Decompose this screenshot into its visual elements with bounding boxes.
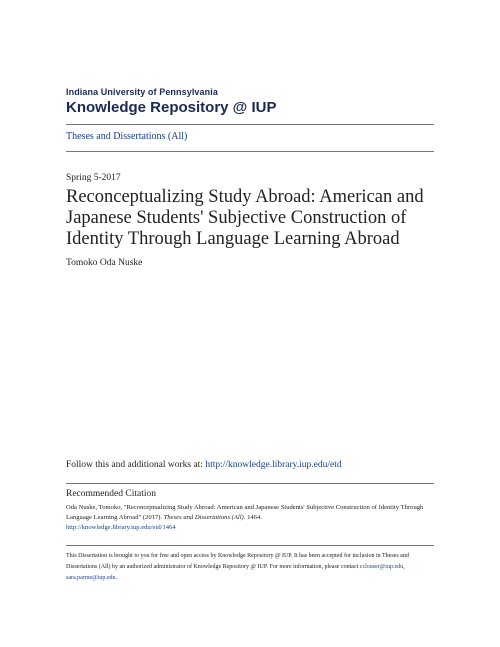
citation-series: Theses and Dissertations (All) xyxy=(163,514,244,521)
access-notice xyxy=(66,551,436,584)
follow-prefix: Follow this and additional works at: xyxy=(66,460,206,470)
repository-name[interactable]: Knowledge Repository @ IUP xyxy=(66,99,277,116)
header-divider-bottom xyxy=(66,151,434,152)
citation-link[interactable]: http://knowledge.library.iup.edu/etd/1464 xyxy=(66,524,176,531)
notice-text-1: This Dissertation is brought to you for free and open access by Knowledge Repository @ IUP. It has been accepted for inclusion in Theses and Dissertations (All) by an authorized administrator of Knowledge Repository @ IUP. For more information, please contact xyxy=(66,553,409,570)
notice-text-3: . xyxy=(115,575,118,581)
recommended-citation-heading: Recommended Citation xyxy=(66,489,156,499)
citation-divider xyxy=(66,483,434,484)
citation-number: . 1464. xyxy=(243,514,262,521)
citation-text xyxy=(66,503,436,533)
document-title: Reconceptualizing Study Abroad: American and Japanese Students' Subjective Construction of Identity Through Language Learning Abroad xyxy=(66,187,424,249)
publication-date: Spring 5-2017 xyxy=(66,173,121,183)
institution-name: Indiana University of Pennsylvania xyxy=(66,87,218,97)
header-divider-top xyxy=(66,124,434,125)
author-name: Tomoko Oda Nuske xyxy=(66,258,143,268)
collection-link[interactable]: Theses and Dissertations (All) xyxy=(66,131,188,142)
notice-text-2: , xyxy=(403,564,405,570)
notice-divider xyxy=(66,545,434,546)
citation-body: Oda Nuske, Tomoko, "Reconceptualizing Study Abroad: American and Japanese Students' Subjective Construction of Identity Through Language Learning Abroad" (2017). xyxy=(66,504,424,521)
contact-email-1[interactable]: cclouser@iup.edu xyxy=(359,564,404,570)
contact-email-2[interactable]: sara.parme@iup.edu xyxy=(66,575,116,581)
follow-line xyxy=(66,460,342,470)
follow-link[interactable]: http://knowledge.library.iup.edu/etd xyxy=(205,460,342,470)
